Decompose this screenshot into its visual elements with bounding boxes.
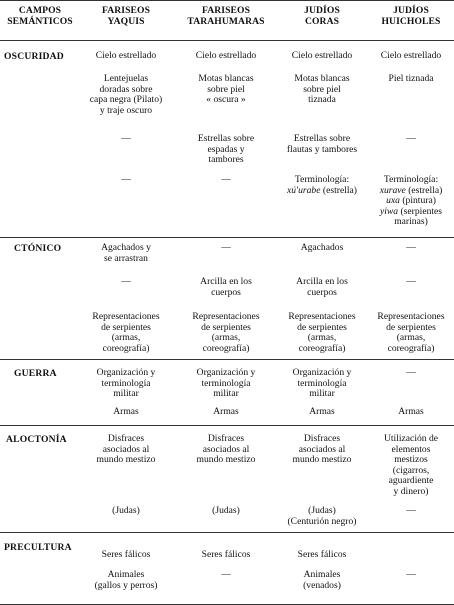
- cell-gue1-huicholes: —: [406, 367, 416, 378]
- header-fariseos-yaquis: FARISEOS YAQUIS: [101, 5, 151, 27]
- header-judios-coras: JUDÍOS CORAS: [304, 5, 340, 27]
- cell-cto3-tarahumaras: Representaciones de serpientes (armas, coreografía): [192, 311, 260, 354]
- cell-osc1-huicholes: Cielo estrellado: [380, 50, 442, 61]
- cell-cto3-coras: Representaciones de serpientes (armas, coreografía): [288, 311, 356, 354]
- cell-alo2-tarahumaras: (Judas): [212, 505, 240, 516]
- header-campos: CAMPOS SEMÁNTICOS: [7, 5, 73, 27]
- cell-osc3-coras: Estrellas sobre flautas y tambores: [286, 133, 358, 155]
- cell-gue1-yaquis: Organización y terminología militar: [96, 367, 156, 400]
- cell-gue2-coras: Armas: [309, 406, 335, 417]
- cell-alo2-yaquis: (Judas): [112, 505, 140, 516]
- cell-gue1-coras: Organización y terminología militar: [292, 367, 352, 400]
- cell-pre1-tarahumaras: Seres fálicos: [201, 549, 251, 560]
- cell-gue2-huicholes: Armas: [398, 406, 424, 417]
- cell-cto3-yaquis: Representaciones de serpientes (armas, coreografía): [92, 311, 160, 354]
- cell-osc2-yaquis: Lentejuelas doradas sobre capa negra (Pilato) y traje oscuro: [89, 73, 163, 116]
- cell-osc4-tarahumaras: —: [221, 174, 231, 185]
- category-precultura: PRECULTURA: [4, 542, 72, 553]
- cell-osc2-coras: Motas blancas sobre piel tiznada: [294, 73, 350, 106]
- cell-cto1-coras: Agachados: [300, 242, 344, 253]
- cell-osc3-tarahumaras: Estrellas sobre espadas y tambores: [197, 133, 255, 166]
- section-divider: [0, 237, 454, 238]
- cell-cto2-yaquis: —: [121, 276, 131, 287]
- section-divider: [0, 532, 454, 533]
- cell-alo1-tarahumaras: Disfraces asociados al mundo mestizo: [196, 433, 256, 466]
- section-divider: [0, 359, 454, 360]
- cell-osc1-coras: Cielo estrellado: [291, 50, 353, 61]
- cell-cto1-tarahumaras: —: [221, 242, 231, 253]
- cell-alo1-yaquis: Disfraces asociados al mundo mestizo: [96, 433, 156, 466]
- cell-alo2-huicholes: —: [406, 505, 416, 516]
- cell-cto2-tarahumaras: Arcilla en los cuerpos: [200, 276, 252, 298]
- cell-cto3-huicholes: Representaciones de serpientes (armas, coreografía): [377, 311, 445, 354]
- cell-gue2-tarahumaras: Armas: [213, 406, 239, 417]
- category-aloctonia: ALOCTONÍA: [6, 434, 67, 445]
- header-judios-huicholes: JUDÍOS HUICHOLES: [381, 5, 441, 27]
- cell-alo1-huicholes: Utilización de elementos mestizos (cigarros, aguardiente y dinero): [383, 433, 439, 497]
- cell-osc1-yaquis: Cielo estrellado: [95, 50, 157, 61]
- cell-gue1-tarahumaras: Organización y terminología militar: [196, 367, 256, 400]
- cell-osc2-huicholes: Piel tiznada: [388, 73, 434, 84]
- cell-pre2-coras: Animales (venados): [303, 569, 341, 591]
- category-oscuridad: OSCURIDAD: [4, 51, 64, 62]
- cell-cto2-coras: Arcilla en los cuerpos: [296, 276, 348, 298]
- section-divider: [0, 425, 454, 426]
- cell-gue2-yaquis: Armas: [113, 406, 139, 417]
- cell-pre2-huicholes: —: [406, 569, 416, 580]
- cell-cto1-huicholes: —: [406, 242, 416, 253]
- cell-osc4-yaquis: —: [121, 174, 131, 185]
- cell-cto2-huicholes: —: [406, 276, 416, 287]
- cell-osc3-yaquis: —: [121, 133, 131, 144]
- table-header: [0, 1, 454, 41]
- cell-osc2-tarahumaras: Motas blancas sobre piel « oscura »: [198, 73, 254, 106]
- cell-cto1-yaquis: Agachados y se arrastran: [101, 242, 151, 264]
- header-fariseos-tarahumaras: FARISEOS TARAHUMARAS: [187, 5, 265, 27]
- cell-osc4-huicholes: Terminología: xurave (estrella) uxa (pintura) yiwa (serpientes marinas): [379, 174, 443, 228]
- cell-alo2-coras: (Judas) (Centurión negro): [287, 505, 357, 527]
- category-ctonico: CTÓNICO: [14, 243, 62, 254]
- cell-osc4-coras: Terminología: xú'urabe (estrella): [287, 174, 357, 196]
- category-guerra: GUERRA: [14, 368, 57, 379]
- cell-alo1-coras: Disfraces asociados al mundo mestizo: [292, 433, 352, 466]
- cell-pre2-tarahumaras: —: [221, 569, 231, 580]
- cell-pre1-coras: Seres fálicos: [297, 549, 347, 560]
- cell-osc1-tarahumaras: Cielo estrellado: [195, 50, 257, 61]
- cell-osc3-huicholes: —: [406, 133, 416, 144]
- cell-pre1-yaquis: Seres fálicos: [101, 549, 151, 560]
- cell-pre2-yaquis: Animales (gallos y perros): [94, 569, 158, 591]
